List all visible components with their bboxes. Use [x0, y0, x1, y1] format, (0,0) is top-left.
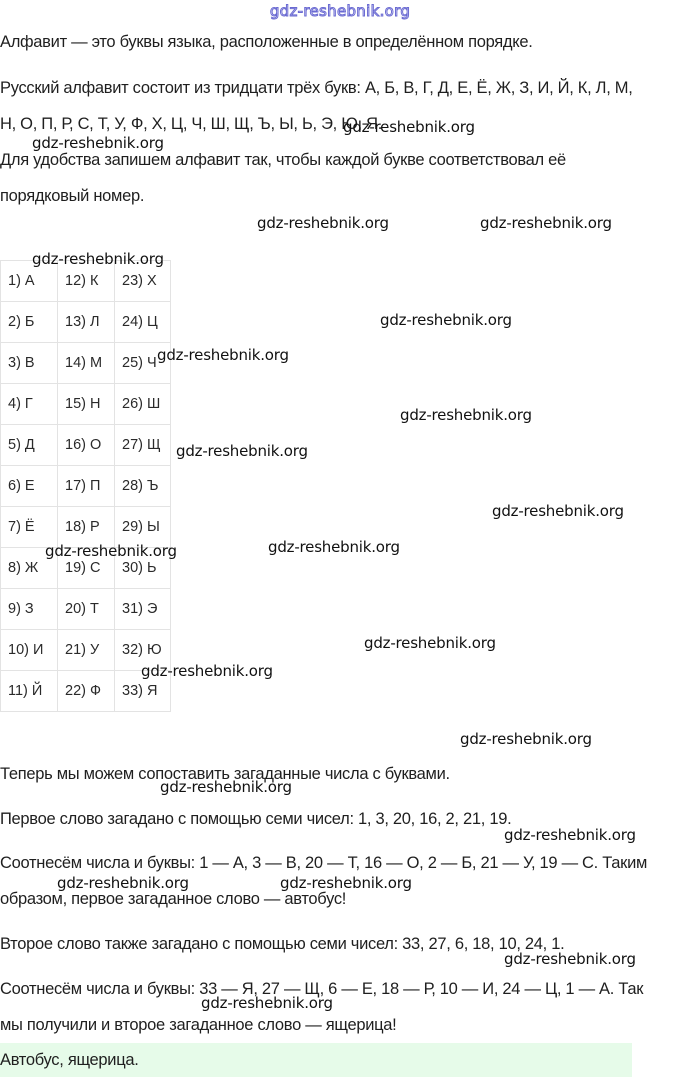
paragraph-first-word-match-line2: образом, первое загаданное слово — автобус! — [0, 890, 347, 908]
table-row — [1, 425, 171, 466]
table-cell: 1) А — [1, 261, 58, 302]
table-cell: 10) И — [1, 630, 58, 671]
paragraph-second-word-match-line2: мы получили и второе загаданное слово — ящерица! — [0, 1016, 397, 1034]
watermark: gdz-reshebnik.org — [280, 874, 412, 892]
table-cell: 28) Ъ — [115, 466, 171, 507]
alphabet-table — [0, 260, 171, 712]
table-cell: 12) К — [58, 261, 115, 302]
table-cell: 13) Л — [58, 302, 115, 343]
paragraph-first-word-numbers: Первое слово загадано с помощью семи чисел: 1, 3, 20, 16, 2, 21, 19. — [0, 810, 512, 828]
alphabet-table-body — [1, 261, 171, 712]
watermark: gdz-reshebnik.org — [400, 406, 532, 424]
table-cell: 20) Т — [58, 589, 115, 630]
watermark: gdz-reshebnik.org — [460, 730, 592, 748]
table-cell: 14) М — [58, 343, 115, 384]
table-cell: 23) Х — [115, 261, 171, 302]
table-cell: 17) П — [58, 466, 115, 507]
table-cell: 11) Й — [1, 671, 58, 712]
site-header-logo: gdz-reshebnik.org — [269, 2, 411, 20]
paragraph-second-word-numbers: Второе слово также загадано с помощью семи чисел: 33, 27, 6, 18, 10, 24, 1. — [0, 935, 565, 953]
watermark: gdz-reshebnik.org — [343, 118, 475, 136]
table-row — [1, 384, 171, 425]
watermark: gdz-reshebnik.org — [268, 538, 400, 556]
table-row — [1, 343, 171, 384]
watermark: gdz-reshebnik.org — [504, 826, 636, 844]
table-cell: 32) Ю — [115, 630, 171, 671]
paragraph-alphabet-line1: Русский алфавит состоит из тридцати трёх букв: А, Б, В, Г, Д, Е, Ё, Ж, З, И, Й, К, Л, М, — [0, 79, 633, 97]
watermark: gdz-reshebnik.org — [157, 346, 289, 364]
table-cell: 6) Е — [1, 466, 58, 507]
watermark: gdz-reshebnik.org — [257, 214, 389, 232]
watermark: gdz-reshebnik.org — [504, 950, 636, 968]
table-cell: 25) Ч — [115, 343, 171, 384]
table-cell: 33) Я — [115, 671, 171, 712]
watermark: gdz-reshebnik.org — [480, 214, 612, 232]
table-cell: 3) В — [1, 343, 58, 384]
watermark: gdz-reshebnik.org — [141, 662, 273, 680]
table-cell: 26) Ш — [115, 384, 171, 425]
watermark: gdz-reshebnik.org — [364, 634, 496, 652]
table-cell: 29) Ы — [115, 507, 171, 548]
paragraph-first-word-match-line1: Соотнесём числа и буквы: 1 — А, 3 — В, 20 — Т, 16 — О, 2 — Б, 21 — У, 19 — С. Таким — [0, 854, 648, 872]
answer-box: Автобус, ящерица. — [0, 1043, 632, 1077]
watermark: gdz-reshebnik.org — [176, 442, 308, 460]
paragraph-convenience-line1: Для удобства запишем алфавит так, чтобы каждой букве соответствовал её — [0, 151, 566, 169]
table-cell: 18) Р — [58, 507, 115, 548]
paragraph-alphabet-line2: Н, О, П, Р, С, Т, У, Ф, Х, Ц, Ч, Ш, Щ, Ъ, Ы, Ь, Э, Ю, Я. — [0, 115, 383, 133]
table-cell: 8) Ж — [1, 548, 58, 589]
watermark: gdz-reshebnik.org — [32, 134, 164, 152]
table-cell: 7) Ё — [1, 507, 58, 548]
table-cell: 31) Э — [115, 589, 171, 630]
watermark: gdz-reshebnik.org — [201, 994, 333, 1012]
watermark: gdz-reshebnik.org — [380, 311, 512, 329]
table-cell: 15) Н — [58, 384, 115, 425]
watermark: gdz-reshebnik.org — [32, 250, 164, 268]
table-cell: 9) З — [1, 589, 58, 630]
table-cell: 27) Щ — [115, 425, 171, 466]
table-cell: 16) О — [58, 425, 115, 466]
watermark: gdz-reshebnik.org — [45, 542, 177, 560]
table-cell: 5) Д — [1, 425, 58, 466]
paragraph-match-intro: Теперь мы можем сопоставить загаданные числа с буквами. — [0, 765, 450, 783]
table-cell: 19) С — [58, 548, 115, 589]
paragraph-convenience-line2: порядковый номер. — [0, 187, 145, 205]
table-cell: 2) Б — [1, 302, 58, 343]
table-cell: 4) Г — [1, 384, 58, 425]
table-cell: 30) Ь — [115, 548, 171, 589]
watermark: gdz-reshebnik.org — [492, 502, 624, 520]
watermark: gdz-reshebnik.org — [160, 778, 292, 796]
table-row — [1, 589, 171, 630]
table-row — [1, 302, 171, 343]
paragraph-definition: Алфавит — это буквы языка, расположенные в определённом порядке. — [0, 33, 533, 51]
table-cell: 22) Ф — [58, 671, 115, 712]
table-cell: 24) Ц — [115, 302, 171, 343]
table-cell: 21) У — [58, 630, 115, 671]
table-row — [1, 466, 171, 507]
watermark: gdz-reshebnik.org — [57, 874, 189, 892]
paragraph-second-word-match-line1: Соотнесём числа и буквы: 33 — Я, 27 — Щ, 6 — Е, 18 — Р, 10 — И, 24 — Ц, 1 — А. Так — [0, 980, 644, 998]
